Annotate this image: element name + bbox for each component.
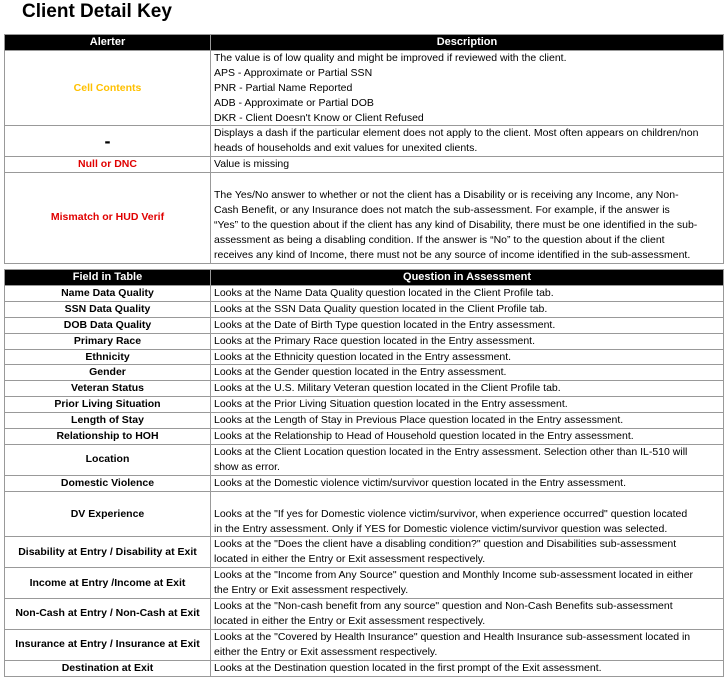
question-description bbox=[211, 444, 724, 475]
field-name: Veteran Status bbox=[5, 381, 211, 397]
question-description bbox=[211, 475, 724, 491]
description-line: Looks at the "Does the client have a disabling condition?" question and Disabilities sub-assessment bbox=[214, 538, 677, 551]
page-title: Client Detail Key bbox=[22, 1, 172, 22]
description-line: Displays a dash if the particular element does not apply to the client. Most often appears on children/non bbox=[214, 127, 699, 140]
description-line: Cash Benefit, or any Insurance does not match the sub-assessment. For example, if the answer is bbox=[214, 203, 670, 216]
question-header: Question in Assessment bbox=[211, 270, 724, 286]
question-description bbox=[211, 599, 724, 630]
field-name: Gender bbox=[5, 365, 211, 381]
description-line bbox=[214, 492, 721, 507]
field-name: Relationship to HOH bbox=[5, 429, 211, 445]
description-line: located in either the Entry or Exit assessment respectively. bbox=[214, 553, 486, 566]
field-name: Destination at Exit bbox=[5, 660, 211, 676]
question-description bbox=[211, 365, 724, 381]
table-row bbox=[5, 491, 724, 537]
description-line: located in either the Entry or Exit assessment respectively. bbox=[214, 614, 486, 627]
table-row bbox=[5, 537, 724, 568]
field-name: Insurance at Entry / Insurance at Exit bbox=[5, 629, 211, 660]
field-name: Location bbox=[5, 444, 211, 475]
question-description bbox=[211, 301, 724, 317]
description-line: Looks at the Primary Race question located in the Entry assessment. bbox=[214, 334, 535, 347]
description-line: Looks at the "If yes for Domestic violence victim/survivor, when experience occurred" question located bbox=[214, 507, 688, 520]
description-line: ADB - Approximate or Partial DOB bbox=[214, 96, 374, 109]
description-line: “Yes” to the question about if the client has any kind of Disability, there must be one identified in the sub- bbox=[214, 218, 698, 231]
question-description bbox=[211, 413, 724, 429]
description-line: receives any kind of Income, there must not be any source of income identified in the sub-assessment. bbox=[214, 248, 691, 261]
description-line: Looks at the Client Location question located in the Entry assessment. Selection other than IL-510 will bbox=[214, 445, 688, 458]
table-row bbox=[5, 349, 724, 365]
alerter-dash: - bbox=[5, 126, 211, 157]
alerter-description bbox=[211, 173, 724, 263]
description-line: Looks at the "Income from Any Source" question and Monthly Income sub-assessment located in either bbox=[214, 569, 694, 582]
alerter-description bbox=[211, 50, 724, 126]
description-line: DKR - Client Doesn't Know or Client Refused bbox=[214, 111, 424, 124]
description-line: Looks at the U.S. Military Veteran question located in the Client Profile tab. bbox=[214, 382, 561, 395]
table-row bbox=[5, 285, 724, 301]
description-line: Looks at the SSN Data Quality question located in the Client Profile tab. bbox=[214, 302, 548, 315]
table-row bbox=[5, 333, 724, 349]
table-row bbox=[5, 568, 724, 599]
field-name: Name Data Quality bbox=[5, 285, 211, 301]
description-line: in the Entry assessment. Only if YES for Domestic violence victim/survivor question was selected. bbox=[214, 522, 668, 535]
description-line: Looks at the Prior Living Situation question located in the Entry assessment. bbox=[214, 398, 568, 411]
field-name: Non-Cash at Entry / Non-Cash at Exit bbox=[5, 599, 211, 630]
alerter-row bbox=[5, 173, 724, 263]
question-description bbox=[211, 429, 724, 445]
alerter-mismatch: Mismatch or HUD Verif bbox=[5, 173, 211, 263]
field-name: DOB Data Quality bbox=[5, 317, 211, 333]
description-line: APS - Approximate or Partial SSN bbox=[214, 66, 373, 79]
alerter-cell-contents: Cell Contents bbox=[5, 50, 211, 126]
field-table-body bbox=[5, 285, 724, 676]
question-description bbox=[211, 568, 724, 599]
table-row bbox=[5, 429, 724, 445]
table-row bbox=[5, 599, 724, 630]
table-row bbox=[5, 444, 724, 475]
question-description bbox=[211, 537, 724, 568]
field-name: Prior Living Situation bbox=[5, 397, 211, 413]
description-line: the Entry or Exit assessment respectively. bbox=[214, 584, 409, 597]
description-line: Looks at the Ethnicity question located in the Entry assessment. bbox=[214, 350, 512, 363]
field-table bbox=[4, 269, 724, 677]
description-line: Looks at the "Covered by Health Insurance" question and Health Insurance sub-assessment located in bbox=[214, 630, 691, 643]
alerter-header: Alerter bbox=[5, 35, 211, 51]
question-description bbox=[211, 491, 724, 537]
alerter-header-row bbox=[5, 35, 724, 51]
field-name: Ethnicity bbox=[5, 349, 211, 365]
description-line: The Yes/No answer to whether or not the client has a Disability or is receiving any Income, any Non- bbox=[214, 189, 679, 202]
table-row bbox=[5, 365, 724, 381]
table-row bbox=[5, 397, 724, 413]
question-description bbox=[211, 381, 724, 397]
alerter-row bbox=[5, 157, 724, 173]
table-row bbox=[5, 317, 724, 333]
description-line bbox=[214, 173, 721, 188]
field-name: Domestic Violence bbox=[5, 475, 211, 491]
description-line: Looks at the Relationship to Head of Household question located in the Entry assessment. bbox=[214, 430, 634, 443]
description-line: either the Entry or Exit assessment respectively. bbox=[214, 645, 438, 658]
question-description bbox=[211, 629, 724, 660]
description-line: heads of households and exit values for unexited clients. bbox=[214, 142, 478, 155]
field-header: Field in Table bbox=[5, 270, 211, 286]
field-name: Income at Entry /Income at Exit bbox=[5, 568, 211, 599]
alerter-table bbox=[4, 34, 724, 264]
field-name: Primary Race bbox=[5, 333, 211, 349]
description-line: Looks at the Gender question located in the Entry assessment. bbox=[214, 366, 507, 379]
field-header-row bbox=[5, 270, 724, 286]
field-name: DV Experience bbox=[5, 491, 211, 537]
description-line: Value is missing bbox=[214, 158, 290, 171]
alerter-row bbox=[5, 126, 724, 157]
description-line: Looks at the Name Data Quality question located in the Client Profile tab. bbox=[214, 286, 554, 299]
table-row bbox=[5, 413, 724, 429]
description-line: Looks at the Domestic violence victim/survivor question located in the Entry assessment. bbox=[214, 476, 627, 489]
description-line: Looks at the Length of Stay in Previous Place question located in the Entry assessment. bbox=[214, 414, 624, 427]
question-description bbox=[211, 317, 724, 333]
table-row bbox=[5, 475, 724, 491]
question-description bbox=[211, 397, 724, 413]
description-line: Looks at the Date of Birth Type question located in the Entry assessment. bbox=[214, 318, 556, 331]
alerter-description bbox=[211, 126, 724, 157]
description-header: Description bbox=[211, 35, 724, 51]
field-name: Disability at Entry / Disability at Exit bbox=[5, 537, 211, 568]
field-name: Length of Stay bbox=[5, 413, 211, 429]
description-line: The value is of low quality and might be improved if reviewed with the client. bbox=[214, 51, 567, 64]
description-line: PNR - Partial Name Reported bbox=[214, 81, 353, 94]
question-description bbox=[211, 333, 724, 349]
table-row bbox=[5, 381, 724, 397]
table-row bbox=[5, 301, 724, 317]
description-line: Looks at the "Non-cash benefit from any source" question and Non-Cash Benefits sub-assessment bbox=[214, 600, 673, 613]
table-row bbox=[5, 629, 724, 660]
alerter-row bbox=[5, 50, 724, 126]
description-line: Looks at the Destination question located in the first prompt of the Exit assessment. bbox=[214, 661, 602, 674]
description-line: assessment as being a disabling condition. If the answer is “No” to the question about if the client bbox=[214, 233, 665, 246]
description-line: show as error. bbox=[214, 460, 280, 473]
alerter-null-or-dnc: Null or DNC bbox=[5, 157, 211, 173]
question-description bbox=[211, 285, 724, 301]
field-name: SSN Data Quality bbox=[5, 301, 211, 317]
question-description bbox=[211, 349, 724, 365]
alerter-description bbox=[211, 157, 724, 173]
